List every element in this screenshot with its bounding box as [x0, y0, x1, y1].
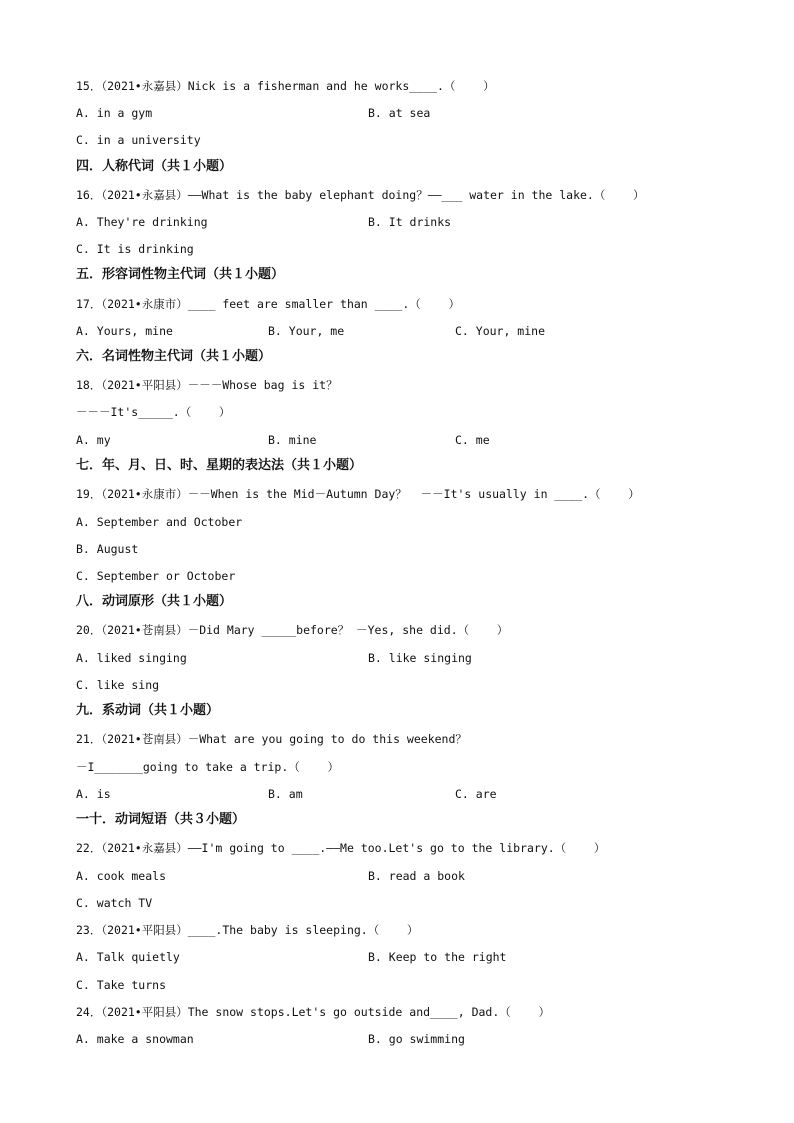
question-17-stem: 17．（2021•永康市）____ feet are smaller than ____.（ ） [76, 297, 460, 311]
question-16-option-b: B. It drinks [368, 215, 452, 229]
question-18-option-c: C. me [455, 433, 490, 447]
question-22-stem: 22．（2021•永嘉县）——I'm going to ____.——Me too.Let's go to the library.（ ） [76, 841, 606, 855]
question-17-option-a: A. Yours, mine [76, 324, 173, 338]
question-16-option-c: C. It is drinking [76, 242, 194, 256]
question-21-option-b: B. am [268, 787, 303, 801]
question-18-answer-line: －－－It's_____.（ ） [76, 405, 231, 419]
section-heading-7: 七．年、月、日、时、星期的表达法（共１小题） [76, 458, 363, 473]
question-24-option-a: A. make a snowman [76, 1032, 194, 1046]
question-24-stem: 24．（2021•平阳县）The snow stops.Let's go outside and____, Dad.（ ） [76, 1005, 550, 1019]
question-16-option-a: A. They're drinking [76, 215, 208, 229]
question-15-option-c: C. in a university [76, 133, 201, 147]
section-heading-4: 四．人称代词（共１小题） [76, 159, 233, 174]
question-17-option-b: B. Your, me [268, 324, 345, 338]
question-24-option-b: B. go swimming [368, 1032, 465, 1046]
section-heading-6: 六．名词性物主代词（共１小题） [76, 349, 272, 364]
section-heading-5: 五．形容词性物主代词（共１小题） [76, 267, 285, 282]
question-19-option-c: C. September or October [76, 569, 236, 583]
question-16-stem: 16．（2021•永嘉县）——What is the baby elephant doing？——___ water in the lake.（ ） [76, 188, 645, 202]
section-heading-9: 九．系动词（共１小题） [76, 703, 220, 718]
question-18-option-b: B. mine [268, 433, 317, 447]
question-21-answer-line: －I_______going to take a trip.（ ） [76, 760, 339, 774]
section-heading-10: 一十．动词短语（共３小题） [76, 812, 246, 827]
question-15-option-a: A. in a gym [76, 106, 153, 120]
question-21-option-a: A. is [76, 787, 111, 801]
question-18-stem: 18．（2021•平阳县）－－－Whose bag is it？ [76, 378, 338, 392]
question-22-option-a: A. cook meals [76, 869, 167, 883]
question-17-option-c: C. Your, mine [455, 324, 546, 338]
question-19-option-b: B. August [76, 542, 139, 556]
question-23-option-b: B. Keep to the right [368, 950, 507, 964]
question-15-option-b: B. at sea [368, 106, 431, 120]
question-20-option-a: A. liked singing [76, 651, 187, 665]
question-19-option-a: A. September and October [76, 515, 243, 529]
question-20-option-c: C. like sing [76, 678, 160, 692]
section-heading-8: 八．动词原形（共１小题） [76, 594, 233, 609]
question-22-option-c: C. watch TV [76, 896, 153, 910]
question-15-stem: 15．（2021•永嘉县）Nick is a fisherman and he works____.（ ） [76, 79, 495, 93]
question-19-stem: 19．（2021•永康市）－－When is the Mid－Autumn Day？ －－It's usually in ____.（ ） [76, 487, 640, 501]
question-21-option-c: C. are [455, 787, 497, 801]
question-23-option-a: A. Talk quietly [76, 950, 180, 964]
question-21-stem: 21．（2021•苍南县）－What are you going to do this weekend？ [76, 732, 467, 746]
question-23-stem: 23．（2021•平阳县）____.The baby is sleeping.（ ） [76, 923, 419, 937]
question-23-option-c: C. Take turns [76, 978, 167, 992]
question-20-stem: 20．（2021•苍南县）－Did Mary _____before？ －Yes, she did.（ ） [76, 623, 509, 637]
question-20-option-b: B. like singing [368, 651, 472, 665]
question-22-option-b: B. read a book [368, 869, 465, 883]
question-18-option-a: A. my [76, 433, 111, 447]
